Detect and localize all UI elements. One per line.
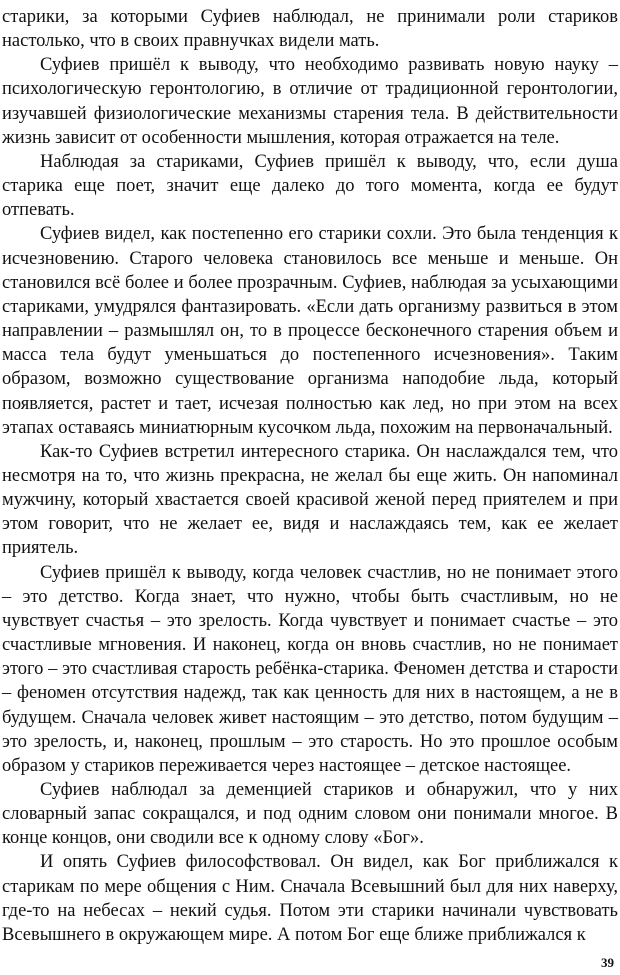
page-number: 39 — [601, 955, 614, 970]
paragraph-4: Суфиев видел, как постепенно его старики сохли. Это была тенденция к исчезновению. Старого человека становилось все меньше и меньше. Он становился всё более и более прозрачным. Суфиев, наблюдая за усыхающими стариками, умудрялся фантазировать. «Если дать организму развиться в этом направлении – размышлял он, то в процессе бесконечного старения объем и масса тела будут уменьшаться до постепенного исчезновения». Таким образом, возможно существование организма наподобие льда, который появляется, растет и тает, исчезая полностью как лед, но при этом на всех этапах оставаясь миниатюрным кусочком льда, похожим на первоначальный. — [2, 224, 618, 438]
paragraph-3: Наблюдая за стариками, Суфиев пришёл к выводу, что, если душа старика еще поет, значит еще далеко до того момента, когда ее будут отпевать. — [2, 151, 618, 221]
paragraph-2: Суфиев пришёл к выводу, что необходимо развивать новую науку – психологическую геронтологию, в отличие от традиционной геронтологии, изучавшей физиологические механизмы старения тела. В действительности жизнь зависит от особенности мышления, которая отражается на теле. — [2, 55, 618, 148]
paragraph-8: И опять Суфиев философствовал. Он видел, как Бог приближался к старикам по мере общения с Ним. Сначала Всевышний был для них наверху, где-то на небесах – некий судья. Потом эти старики начинали чувствовать Всевышнего в окружающем мире. А потом Бог еще ближе приближался к — [2, 852, 618, 945]
paragraph-6: Суфиев пришёл к выводу, когда человек счастлив, но не понимает этого – это детство. Когда знает, что нужно, чтобы быть счастливым, но не чувствует счастья – это зрелость. Когда чувствует и понимает счастье – это счастливые мгновения. И наконец, когда он вновь счастлив, но не понимает этого – это счастливая старость ребёнка-старика. Феномен детства и старости – феномен отсутствия надежд, так как ценность для них в настоящем, а не в будущем. Сначала человек живет настоящим – это детство, потом будущим – это зрелость, и, наконец, прошлым – это старость. Но это прошлое особым образом у стариков переживается через настоящее – детское настоящее. — [2, 562, 618, 776]
paragraph-7: Суфиев наблюдал за деменцией стариков и обнаружил, что у них словарный запас сокращался, и под одним словом они понимали многое. В конце концов, они сводили все к одному слову «Бог». — [2, 780, 618, 849]
paragraph-5: Как-то Суфиев встретил интересного старика. Он наслаждался тем, что несмотря на то, что жизнь прекрасна, не желал бы еще жить. Он напоминал мужчину, который хвастается своей красивой женой перед приятелем и при этом говорит, что не желает ее, видя и наслаждаясь тем, как ее желает приятель. — [2, 441, 618, 559]
paragraph-1: старики, за которыми Суфиев наблюдал, не принимали роли стариков настолько, что в своих правнучках видели мать. — [2, 7, 618, 52]
